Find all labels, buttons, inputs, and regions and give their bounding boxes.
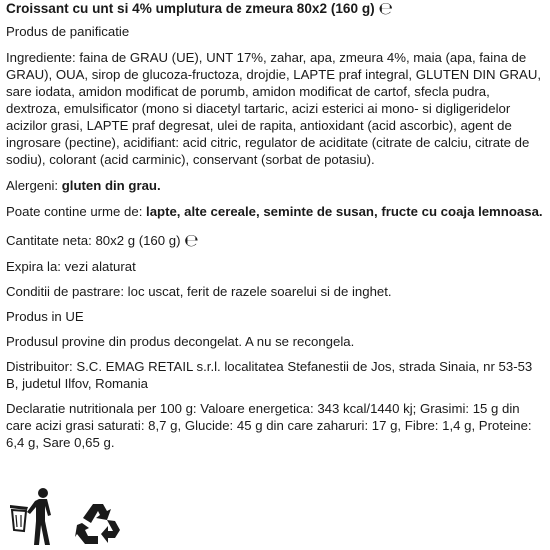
frozen-note: Produsul provine din produs decongelat. A nu se recongela. xyxy=(6,334,355,349)
allergens-value: gluten din grau. xyxy=(61,178,161,193)
tidy-man-bin-icon xyxy=(6,487,64,547)
product-category: Produs de panificatie xyxy=(6,24,130,39)
allergens-label: Alergeni: xyxy=(6,178,59,193)
estimated-sign-2: ℮ xyxy=(184,231,199,251)
origin-line: Produs in UE xyxy=(6,309,84,324)
traces-label: Poate contine urme de: xyxy=(6,204,143,219)
ingredients-text: Ingrediente: faina de GRAU (UE), UNT 17%, zahar, apa, zmeura 4%, maia (apa, faina de GRAU), OUA, sirop de glucoza-fructoza, drojdie, LAPTE praf integral, GLUTEN DIN GRAU, sare iodata, amidon modificat de porumb, amidon modificat de cartof, sfecla pudra, dextroza, emulsificator (mono si diacetyl tartaric, acizi esterici ai mono- si digligeridelor acizilor grasi, LAPTE praf degresat, ulei de rapita, antioxidant (acid ascorbic), agent de ingrosare (pectine), acidifiant: acid citric, regulator de aciditate (citrate de calciu, citrate de sodiu), colorant (acid carminic), conservant (sorbat de potasiu). xyxy=(6,50,542,167)
allergens-line xyxy=(6,177,544,194)
distributor-info: Distribuitor: S.C. EMAG RETAIL s.r.l. localitatea Stefanestii de Jos, strada Sinaia, nr 53-53 B, judetul Ilfov, Romania xyxy=(6,359,533,391)
net-quantity-line xyxy=(6,232,544,250)
recycle-icon xyxy=(74,501,122,547)
traces-line xyxy=(6,203,544,220)
estimated-sign: ℮ xyxy=(378,0,393,19)
product-title-text: Croissant cu unt si 4% umplutura de zmeura 80x2 (160 g) xyxy=(6,1,375,16)
nutrition-declaration: Declaratie nutritionala per 100 g: Valoare energetica: 343 kcal/1440 kj; Grasimi: 15 g din care acizi grasi saturati: 8,7 g, Glucide: 45 g din care zaharuri: 17 g, Fibre: 1,4 g, Proteine: 6,4 g, Sare 0,65 g. xyxy=(6,401,532,450)
storage-conditions: Conditii de pastrare: loc uscat, ferit de razele soarelui si de inghet. xyxy=(6,284,392,299)
disposal-icons xyxy=(6,487,122,547)
expiry-line: Expira la: vezi alaturat xyxy=(6,259,136,274)
product-title xyxy=(6,0,544,17)
traces-value: lapte, alte cereale, seminte de susan, fructe cu coaja lemnoasa. xyxy=(146,204,543,219)
net-quantity: Cantitate neta: 80x2 g (160 g) xyxy=(6,233,181,248)
